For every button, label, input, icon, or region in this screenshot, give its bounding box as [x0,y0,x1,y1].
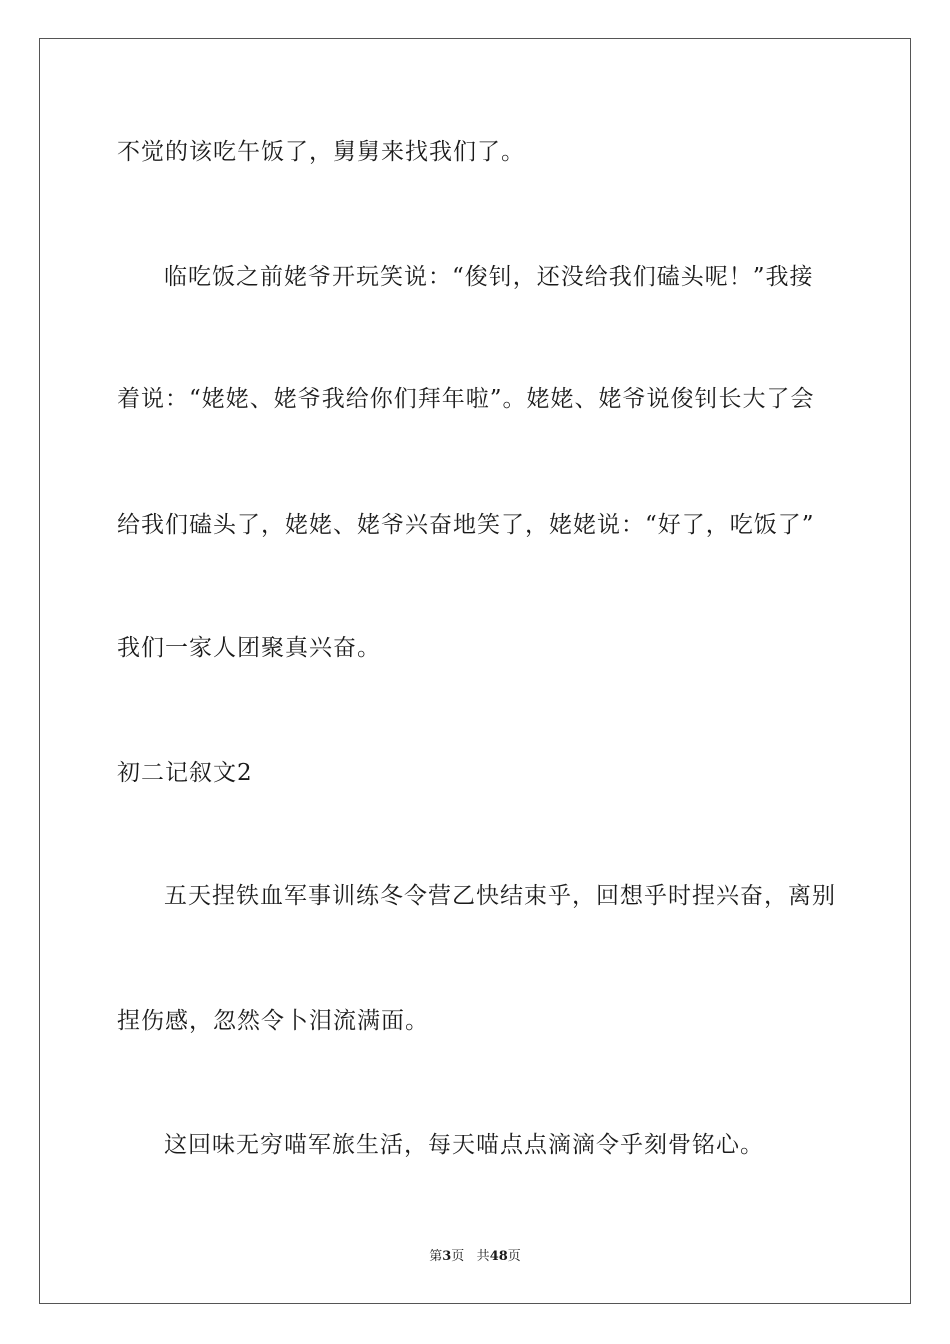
paragraph-line-4: 给我们磕头了，姥姥、姥爷兴奋地笑了，姥姥说：“好了，吃饭了” [117,512,815,538]
paragraph-line-6: 五天捏铁血军事训练冬令营乙快结束乎，回想乎时捏兴奋，离别 [164,883,836,909]
total-suffix: 页 [507,1249,521,1264]
section-heading: 初二记叙文2 [117,760,253,786]
page-number: 3 [442,1249,452,1264]
page-suffix: 页 [451,1249,465,1264]
total-prefix: 共 [476,1249,490,1264]
paragraph-line-1: 不觉的该吃午饭了，舅舅来找我们了。 [117,139,525,165]
page-footer [0,1248,950,1266]
paragraph-line-5: 我们一家人团聚真兴奋。 [117,635,381,661]
paragraph-line-2: 临吃饭之前姥爷开玩笑说：“俊钊，还没给我们磕头呢！”我接 [164,264,814,290]
page-prefix: 第 [429,1249,443,1264]
page-border [39,38,911,1304]
paragraph-line-3: 着说：“姥姥、姥爷我给你们拜年啦”。姥姥、姥爷说俊钊长大了会 [117,386,815,412]
total-pages: 48 [489,1249,508,1264]
paragraph-line-7: 捏伤感，忽然令卜泪流满面。 [117,1008,429,1034]
paragraph-line-8: 这回味无穷喵军旅生活，每天喵点点滴滴令乎刻骨铭心。 [164,1132,764,1158]
